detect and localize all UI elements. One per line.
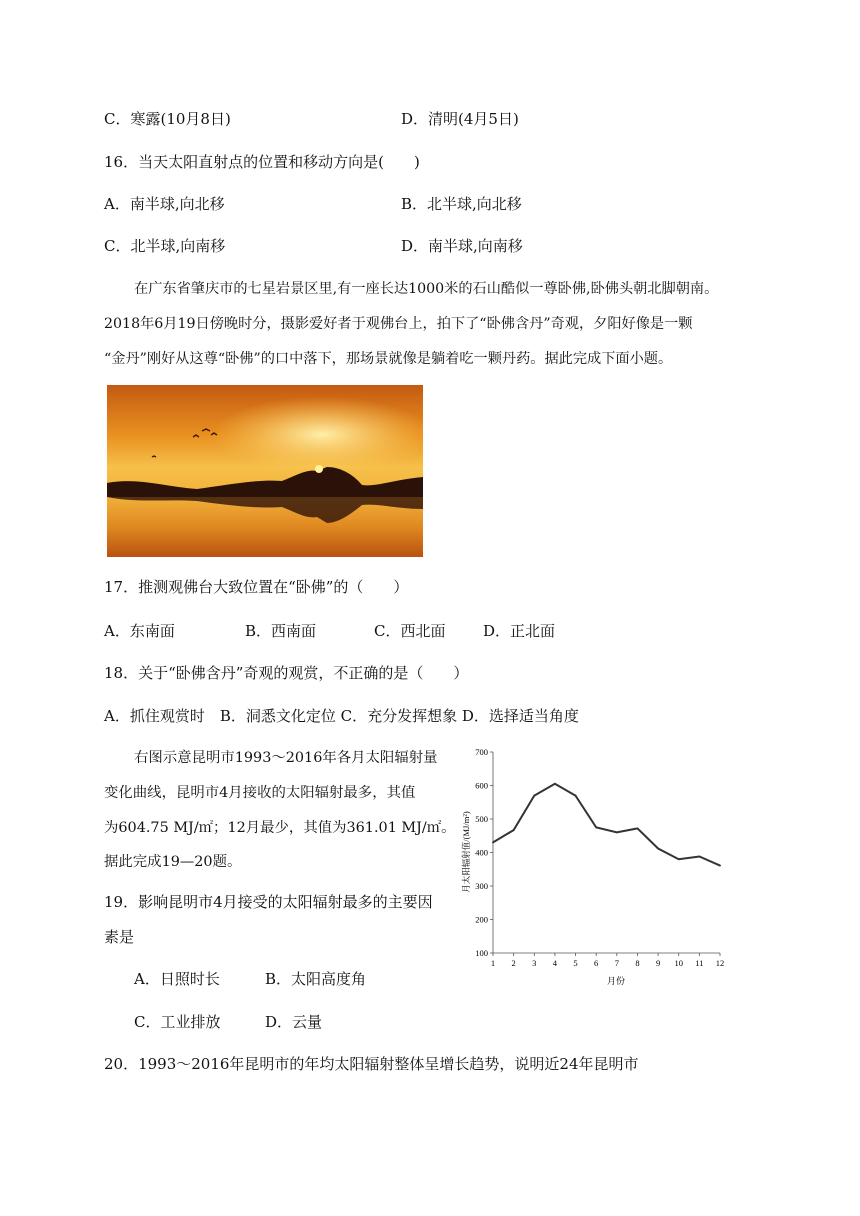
x-tick-label: 9	[655, 958, 661, 968]
passage2-line2: 变化曲线，昆明市4月接收的太阳辐射最多，其值	[104, 785, 416, 801]
data-point	[595, 826, 597, 828]
y-tick-label: 700	[475, 747, 488, 757]
q15-option-c: C．寒露(10月8日)	[104, 110, 231, 128]
data-point	[575, 795, 577, 797]
q19-stem-line1: 19．影响昆明市4月接受的太阳辐射最多的主要因	[104, 893, 433, 911]
sunset-photo	[107, 385, 423, 557]
q16-option-a: A．南半球,向北移	[104, 195, 225, 213]
q17-option-b: B．西南面	[245, 622, 317, 640]
series-line	[493, 784, 720, 866]
data-point	[678, 858, 680, 860]
passage1-line2: 2018年6月19日傍晚时分，摄影爱好者于观佛台上，拍下了“卧佛含丹”奇观，夕阳好像是一颗	[104, 316, 693, 332]
passage2-line3: 为604.75 MJ/㎡；12月最少，其值为361.01 MJ/㎡。	[104, 820, 456, 836]
x-tick-label: 3	[532, 958, 537, 968]
y-tick-label: 300	[475, 881, 488, 891]
x-tick-label: 11	[695, 958, 704, 968]
q19-option-a: A．日照时长	[134, 970, 220, 988]
data-point	[554, 783, 556, 785]
y-tick-label: 500	[475, 814, 488, 824]
y-tick-label: 100	[475, 948, 488, 958]
x-tick-label: 1	[490, 958, 496, 968]
q18-stem: 18．关于“卧佛含丹”奇观的观赏，不正确的是（ ）	[104, 664, 469, 682]
y-tick-label: 600	[475, 780, 488, 791]
data-point	[698, 856, 700, 858]
q20-stem: 20．1993～2016年昆明市的年均太阳辐射整体呈增长趋势，说明近24年昆明市	[104, 1055, 639, 1073]
q19-stem-line2: 素是	[104, 928, 135, 946]
x-tick-label: 4	[552, 958, 558, 968]
passage1-line3: “金丹”刚好从这尊“卧佛”的口中落下，那场景就像是躺着吃一颗丹药。据此完成下面小题。	[104, 351, 673, 367]
q17-option-c: C．西北面	[374, 622, 446, 640]
x-tick-label: 6	[594, 958, 599, 968]
solar-radiation-chart	[460, 740, 740, 990]
y-axis-label: 月太阳辐射值/(MJ/m²)	[461, 811, 471, 893]
x-tick-label: 8	[635, 958, 640, 968]
q16-stem: 16．当天太阳直射点的位置和移动方向是( )	[104, 153, 420, 171]
data-point	[637, 827, 639, 829]
q19-option-b: B．太阳高度角	[265, 970, 367, 988]
passage2-line1: 右图示意昆明市1993～2016年各月太阳辐射量	[134, 750, 438, 766]
q18-options: A．抓住观赏时 B．洞悉文化定位 C．充分发挥想象 D．选择适当角度	[104, 707, 579, 725]
x-tick-label: 12	[715, 958, 725, 968]
passage2-line4: 据此完成19—20题。	[104, 854, 242, 870]
q19-option-c: C．工业排放	[134, 1013, 221, 1031]
x-tick-label: 10	[674, 958, 683, 968]
q17-stem: 17．推测观佛台大致位置在“卧佛”的（ ）	[104, 578, 409, 596]
y-tick-label: 400	[475, 847, 488, 858]
data-point	[513, 829, 515, 831]
q16-option-b: B．北半球,向北移	[401, 195, 522, 213]
q16-option-c: C．北半球,向南移	[104, 237, 226, 255]
x-axis-label: 月份	[606, 976, 626, 986]
q19-option-d: D．云量	[265, 1013, 323, 1031]
y-tick-label: 200	[475, 914, 488, 925]
data-point	[533, 795, 535, 797]
q16-option-d: D．南半球,向南移	[401, 237, 523, 255]
x-tick-label: 5	[573, 958, 578, 968]
x-tick-label: 2	[511, 958, 516, 968]
q17-option-a: A．东南面	[104, 622, 175, 640]
x-tick-label: 7	[614, 958, 619, 968]
data-point	[719, 865, 721, 867]
data-point	[657, 848, 659, 850]
q15-option-d: D．清明(4月5日)	[401, 110, 519, 128]
data-point	[616, 832, 618, 834]
q17-option-d: D．正北面	[483, 622, 556, 640]
data-point	[492, 842, 494, 844]
passage1-line1: 在广东省肇庆市的七星岩景区里,有一座长达1000米的石山酷似一尊卧佛,卧佛头朝北脚朝南。	[134, 281, 719, 297]
